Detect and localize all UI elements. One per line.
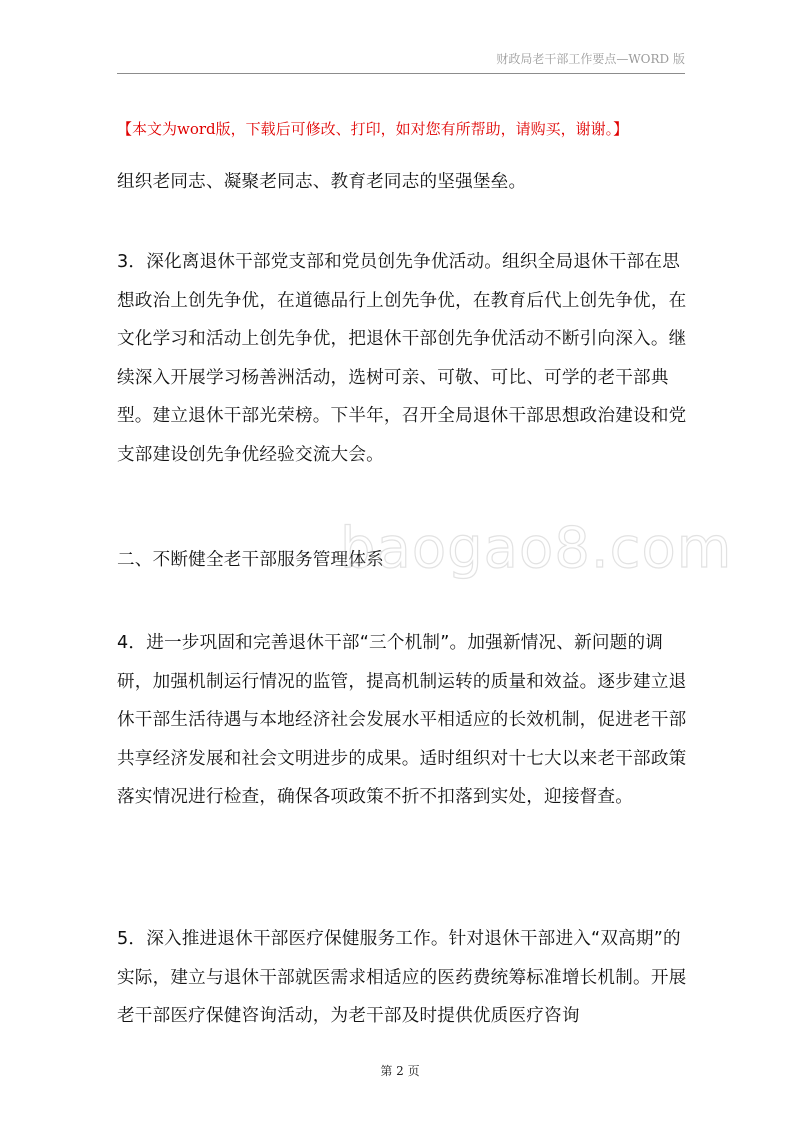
watermark: baogao8.com xyxy=(340,516,733,581)
page-header: 财政局老干部工作要点—WORD 版 xyxy=(496,52,685,66)
header-divider xyxy=(117,73,685,74)
paragraph-2: 3．深化离退休干部党支部和党员创先争优活动。组织全局退休干部在思想政治上创先争优，在道德品行上创先争优，在教育后代上创先争优，在文化学习和活动上创先争优，把退休干部创先争优活动不断引向深入。继续深入开展学习杨善洲活动，选树可亲、可敬、可比、可学的老干部典型。建立退休干部光荣榜。下半年，召开全局退休干部思想政治建设和党支部建设创先争优经验交流大会。 xyxy=(117,252,687,465)
page-number: 第 2 页 xyxy=(380,1064,420,1078)
paragraph-4: 4．进一步巩固和完善退休干部“三个机制”。加强新情况、新问题的调研，加强机制运行情况的监管，提高机制运转的质量和效益。逐步建立退休干部生活待遇与本地经济社会发展水平相适应的长效机制，促进老干部共享经济发展和社会文明进步的成果。适时组织对十七大以来老干部政策落实情况进行检查，确保各项政策不折不扣落到实处，迎接督查。 xyxy=(117,633,687,807)
section-heading: 二、不断健全老干部服务管理体系 xyxy=(117,550,384,570)
paragraph-5: 5．深入推进退休干部医疗保健服务工作。针对退休干部进入“双高期”的实际，建立与退休干部就医需求相适应的医药费统筹标准增长机制。开展老干部医疗保健咨询活动，为老干部及时提供优质医疗咨询 xyxy=(117,929,687,1026)
paragraph-1: 组织老同志、凝聚老同志、教育老同志的坚强堡垒。 xyxy=(117,172,527,192)
purchase-notice: 【本文为word版，下载后可修改、打印，如对您有所帮助，请购买，谢谢。】 xyxy=(117,120,629,138)
